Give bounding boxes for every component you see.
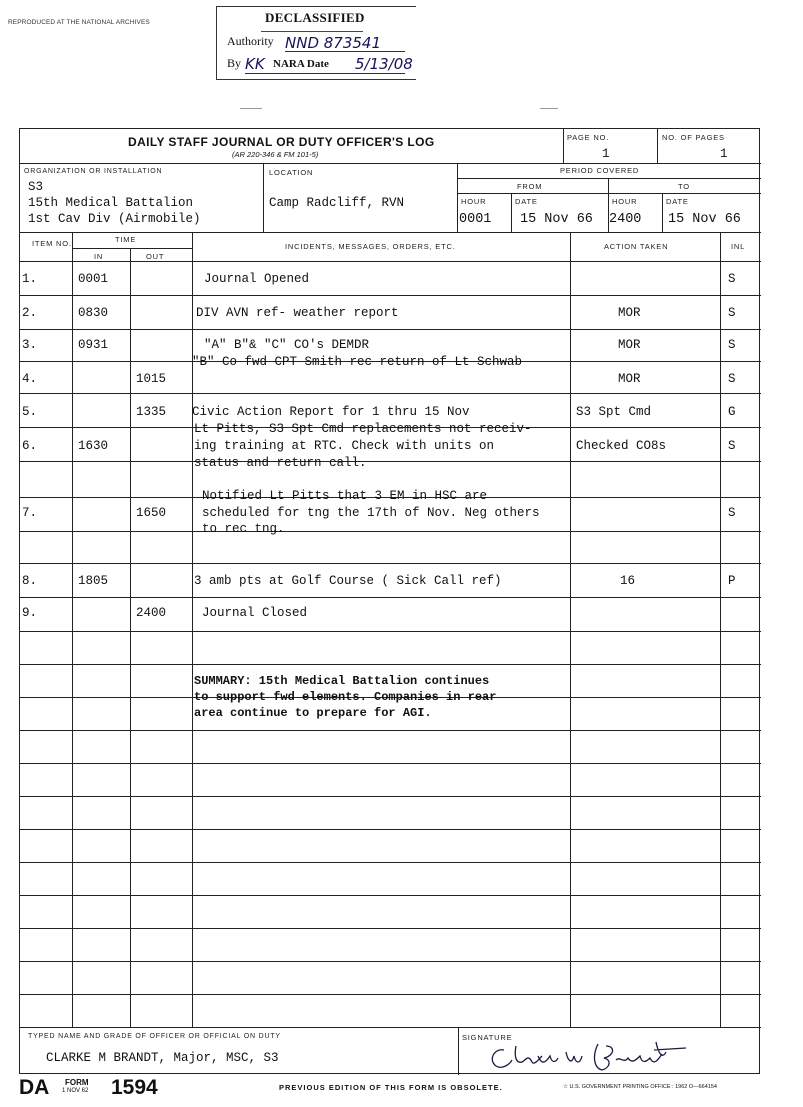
row-rule [20, 393, 761, 394]
stamp-authority-label: Authority [227, 34, 274, 48]
page-no-value: 1 [602, 147, 610, 161]
entry-item-no: 4. [22, 372, 38, 386]
to-date-value: 15 Nov 66 [668, 212, 741, 227]
entry-text-line: Journal Closed [202, 606, 308, 620]
entry-item-no: 7. [22, 506, 38, 520]
entry-action: MOR [618, 372, 641, 386]
entry-text-line: ing training at RTC. Check with units on [194, 439, 495, 453]
row-rule [20, 631, 761, 632]
column-rule [192, 232, 193, 1027]
no-pages-value: 1 [720, 147, 728, 161]
entry-action: MOR [618, 306, 641, 320]
to-label: TO [678, 182, 690, 191]
row-rule [20, 563, 761, 564]
item-label: ITEM NO. [32, 239, 72, 248]
entry-item-no: 3. [22, 338, 38, 352]
from-hour-value: 0001 [459, 212, 492, 227]
entry-text-line: "A" B"& "C" CO's DEMDR [204, 338, 370, 352]
entry-time-out: 1650 [136, 506, 167, 520]
from-date-label: DATE [515, 197, 538, 206]
form-da: DA [19, 1076, 50, 1099]
to-date-label: DATE [666, 197, 689, 206]
row-rule [20, 295, 761, 296]
to-hour-label: HOUR [612, 197, 638, 206]
entry-time-in: 1805 [78, 574, 109, 588]
to-hour-value: 2400 [609, 212, 642, 227]
entry-item-no: 1. [22, 272, 38, 286]
row-rule [20, 461, 761, 462]
entry-inl: S [728, 338, 736, 352]
inl-label: INL [731, 242, 746, 251]
incidents-label: INCIDENTS, MESSAGES, ORDERS, ETC. [285, 242, 456, 251]
entry-text-line: DIV AVN ref- weather report [196, 306, 399, 320]
entry-inl: S [728, 272, 736, 286]
row-rule [20, 531, 761, 532]
org-line-1: S3 [28, 180, 44, 194]
entry-text-line: status and return call. [194, 456, 367, 470]
entry-item-no: 5. [22, 405, 38, 419]
row-rule [20, 862, 761, 863]
row-rule [20, 664, 761, 665]
entry-action: MOR [618, 338, 641, 352]
column-rule [570, 232, 571, 1027]
no-pages-label: NO. OF PAGES [662, 133, 725, 142]
entry-action: Checked CO8s [576, 439, 667, 453]
entry-item-no: 9. [22, 606, 38, 620]
entry-time-in: 0931 [78, 338, 109, 352]
stamp-date-value: 5/13/08 [355, 55, 413, 73]
form-title: DAILY STAFF JOURNAL OR DUTY OFFICER'S LOG [128, 135, 435, 149]
entry-time-in: 0830 [78, 306, 109, 320]
stamp-by-label: By [227, 56, 242, 70]
entry-time-out: 1015 [136, 372, 167, 386]
typed-name-label: TYPED NAME AND GRADE OF OFFICER OR OFFICIAL ON DUTY [28, 1033, 281, 1040]
signature-label: SIGNATURE [462, 1033, 513, 1042]
previous-edition-note: PREVIOUS EDITION OF THIS FORM IS OBSOLETE. [279, 1083, 503, 1092]
entry-inl: S [728, 439, 736, 453]
row-rule [20, 928, 761, 929]
entry-item-no: 2. [22, 306, 38, 320]
declassified-stamp [216, 6, 416, 80]
row-rule [20, 994, 761, 995]
location-value: Camp Radcliff, RVN [269, 196, 405, 210]
entry-item-no: 8. [22, 574, 38, 588]
location-label: LOCATION [269, 168, 314, 177]
column-rule [130, 248, 131, 1027]
stamp-title: DECLASSIFIED [265, 10, 365, 25]
stamp-by-value: KK [245, 55, 265, 73]
entry-time-in: 1630 [78, 439, 109, 453]
stamp-authority-value: NND 873541 [285, 34, 382, 52]
entry-text-line: scheduled for tng the 17th of Nov. Neg others [202, 506, 540, 520]
org-label: ORGANIZATION OR INSTALLATION [24, 168, 163, 175]
typed-name-value: CLARKE M BRANDT, Major, MSC, S3 [46, 1051, 279, 1065]
entry-time-out: 2400 [136, 606, 167, 620]
entry-text-line: Notified Lt Pitts that 3 EM in HSC are [202, 489, 488, 503]
entry-inl: S [728, 372, 736, 386]
form-subtitle: (AR 220-346 & FM 101-5) [232, 150, 319, 159]
entry-text-line: to rec tng. [202, 522, 285, 536]
summary-line: to support fwd elements. Companies in rear [194, 690, 497, 704]
entry-text-line: "B" Co fwd CPT Smith rec return of Lt Schwab [192, 355, 523, 369]
row-rule [20, 763, 761, 764]
row-rule [20, 329, 761, 330]
time-label: TIME [115, 235, 137, 244]
action-label: ACTION TAKEN [604, 242, 669, 251]
stamp-nara-label: NARA Date [273, 58, 329, 70]
period-label: PERIOD COVERED [560, 166, 640, 175]
entry-text-line: 3 amb pts at Golf Course ( Sick Call ref) [194, 574, 502, 588]
form-word: FORM [65, 1078, 89, 1087]
from-hour-label: HOUR [461, 197, 487, 206]
entry-inl: S [728, 506, 736, 520]
entry-inl: G [728, 405, 736, 419]
form-number: 1594 [111, 1076, 158, 1099]
officer-signature [486, 1038, 696, 1083]
column-rule [72, 232, 73, 1027]
signature-drawing [486, 1038, 696, 1078]
from-label: FROM [517, 182, 543, 191]
column-rule [720, 232, 721, 1027]
entry-time-out: 1335 [136, 405, 167, 419]
row-rule [20, 829, 761, 830]
row-rule [20, 895, 761, 896]
row-rule [20, 961, 761, 962]
header-rule [20, 261, 761, 262]
summary-line: SUMMARY: 15th Medical Battalion continues [194, 674, 490, 688]
entry-action: 16 [620, 574, 636, 588]
entry-text-line: Civic Action Report for 1 thru 15 Nov [192, 405, 470, 419]
from-date-value: 15 Nov 66 [520, 212, 593, 227]
entry-action: S3 Spt Cmd [576, 405, 652, 419]
row-rule [20, 796, 761, 797]
out-label: OUT [146, 252, 165, 261]
entry-inl: P [728, 574, 736, 588]
entry-text-line: Journal Opened [204, 272, 310, 286]
in-label: IN [94, 252, 104, 261]
row-rule [20, 730, 761, 731]
journal-form [19, 128, 760, 1074]
entry-text-line: Lt Pitts, S3 Spt Cmd replacements not receiv- [194, 422, 532, 436]
org-line-3: 1st Cav Div (Airmobile) [28, 212, 201, 226]
entry-time-in: 0001 [78, 272, 109, 286]
form-date: 1 NOV 62 [62, 1088, 89, 1094]
org-line-2: 15th Medical Battalion [28, 196, 194, 210]
row-rule [20, 597, 761, 598]
gpo-note: ☆ U.S. GOVERNMENT PRINTING OFFICE : 1962 O—664154 [563, 1084, 717, 1090]
entry-item-no: 6. [22, 439, 38, 453]
summary-line: area continue to prepare for AGI. [194, 706, 432, 720]
archive-note: REPRODUCED AT THE NATIONAL ARCHIVES [8, 19, 150, 26]
entry-inl: S [728, 306, 736, 320]
page-no-label: PAGE NO. [567, 133, 610, 142]
